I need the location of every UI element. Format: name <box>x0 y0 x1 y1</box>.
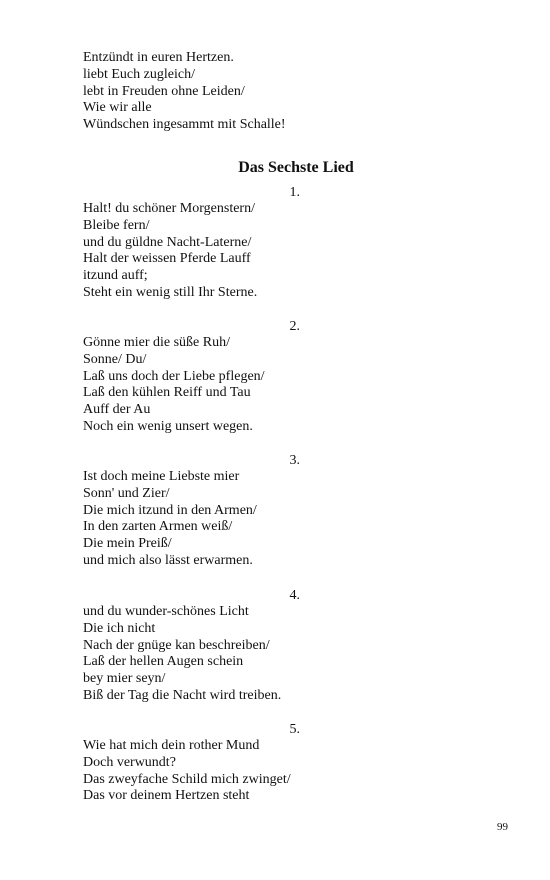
verse-line: Gönne mier die süße Ruh/ <box>83 335 230 350</box>
stanza-number: 2. <box>289 319 300 334</box>
verse-line: Biß der Tag die Nacht wird treiben. <box>83 687 282 703</box>
stanza-number: 3. <box>289 453 300 468</box>
verse-line: In den zarten Armen weiß/ <box>83 519 233 535</box>
stanza-number: 5. <box>289 722 300 737</box>
verse-line: Auff der Au <box>83 402 151 418</box>
verse-line: Halt! du schöner Morgenstern/ <box>83 201 255 216</box>
verse-line: Sonne/ Du/ <box>83 351 147 367</box>
verse-line: itzund auff; <box>83 268 148 284</box>
verse-line: Die mich itzund in den Armen/ <box>83 502 257 518</box>
verse-line: Wündschen ingesammt mit Schalle! <box>83 117 286 133</box>
stanza-number: 4. <box>289 588 300 603</box>
verse-line: Steht ein wenig still Ihr Sterne. <box>83 284 258 300</box>
verse-line: Doch verwundt? <box>83 754 176 770</box>
stanza-1 <box>83 201 383 302</box>
stanza-number: 1. <box>289 185 300 200</box>
stanza-2 <box>83 335 383 436</box>
song-title: Das Sechste Lied <box>238 159 354 176</box>
verse-line: Laß der hellen Augen schein <box>83 654 244 670</box>
verse-line: Laß uns doch der Liebe pflegen/ <box>83 368 265 384</box>
verse-line: und du güldne Nacht-Laterne/ <box>83 234 252 250</box>
verse-line: Nach der gnüge kan beschreiben/ <box>83 637 270 653</box>
verse-line: Die ich nicht <box>83 620 156 636</box>
verse-line: Entzündt in euren Hertzen. <box>83 50 234 65</box>
verse-line: bey mier seyn/ <box>83 671 166 687</box>
verse-line: Die mein Preiß/ <box>83 536 172 552</box>
verse-line: Bleibe fern/ <box>83 217 150 233</box>
verse-line: Wie wir alle <box>83 100 152 116</box>
page-number: 99 <box>497 821 508 833</box>
verse-line: liebt Euch zugleich/ <box>83 66 195 82</box>
verse-line: Sonn' und Zier/ <box>83 485 170 501</box>
verse-line: Das vor deinem Hertzen steht <box>83 788 250 804</box>
stanza-3 <box>83 469 383 570</box>
intro-verse <box>83 50 383 134</box>
verse-line: lebt in Freuden ohne Leiden/ <box>83 83 245 99</box>
verse-line: Ist doch meine Liebste mier <box>83 469 240 484</box>
verse-line: Wie hat mich dein rother Mund <box>83 738 260 753</box>
verse-line: Das zweyfache Schild mich zwinget/ <box>83 771 291 787</box>
verse-line: Halt der weissen Pferde Lauff <box>83 251 251 267</box>
stanza-5 <box>83 738 383 805</box>
verse-line: Noch ein wenig unsert wegen. <box>83 418 253 434</box>
verse-line: und mich also lässt erwarmen. <box>83 552 253 568</box>
stanza-4 <box>83 604 383 705</box>
verse-line: und du wunder-schönes Licht <box>83 604 249 619</box>
verse-line: Laß den kühlen Reiff und Tau <box>83 385 251 401</box>
